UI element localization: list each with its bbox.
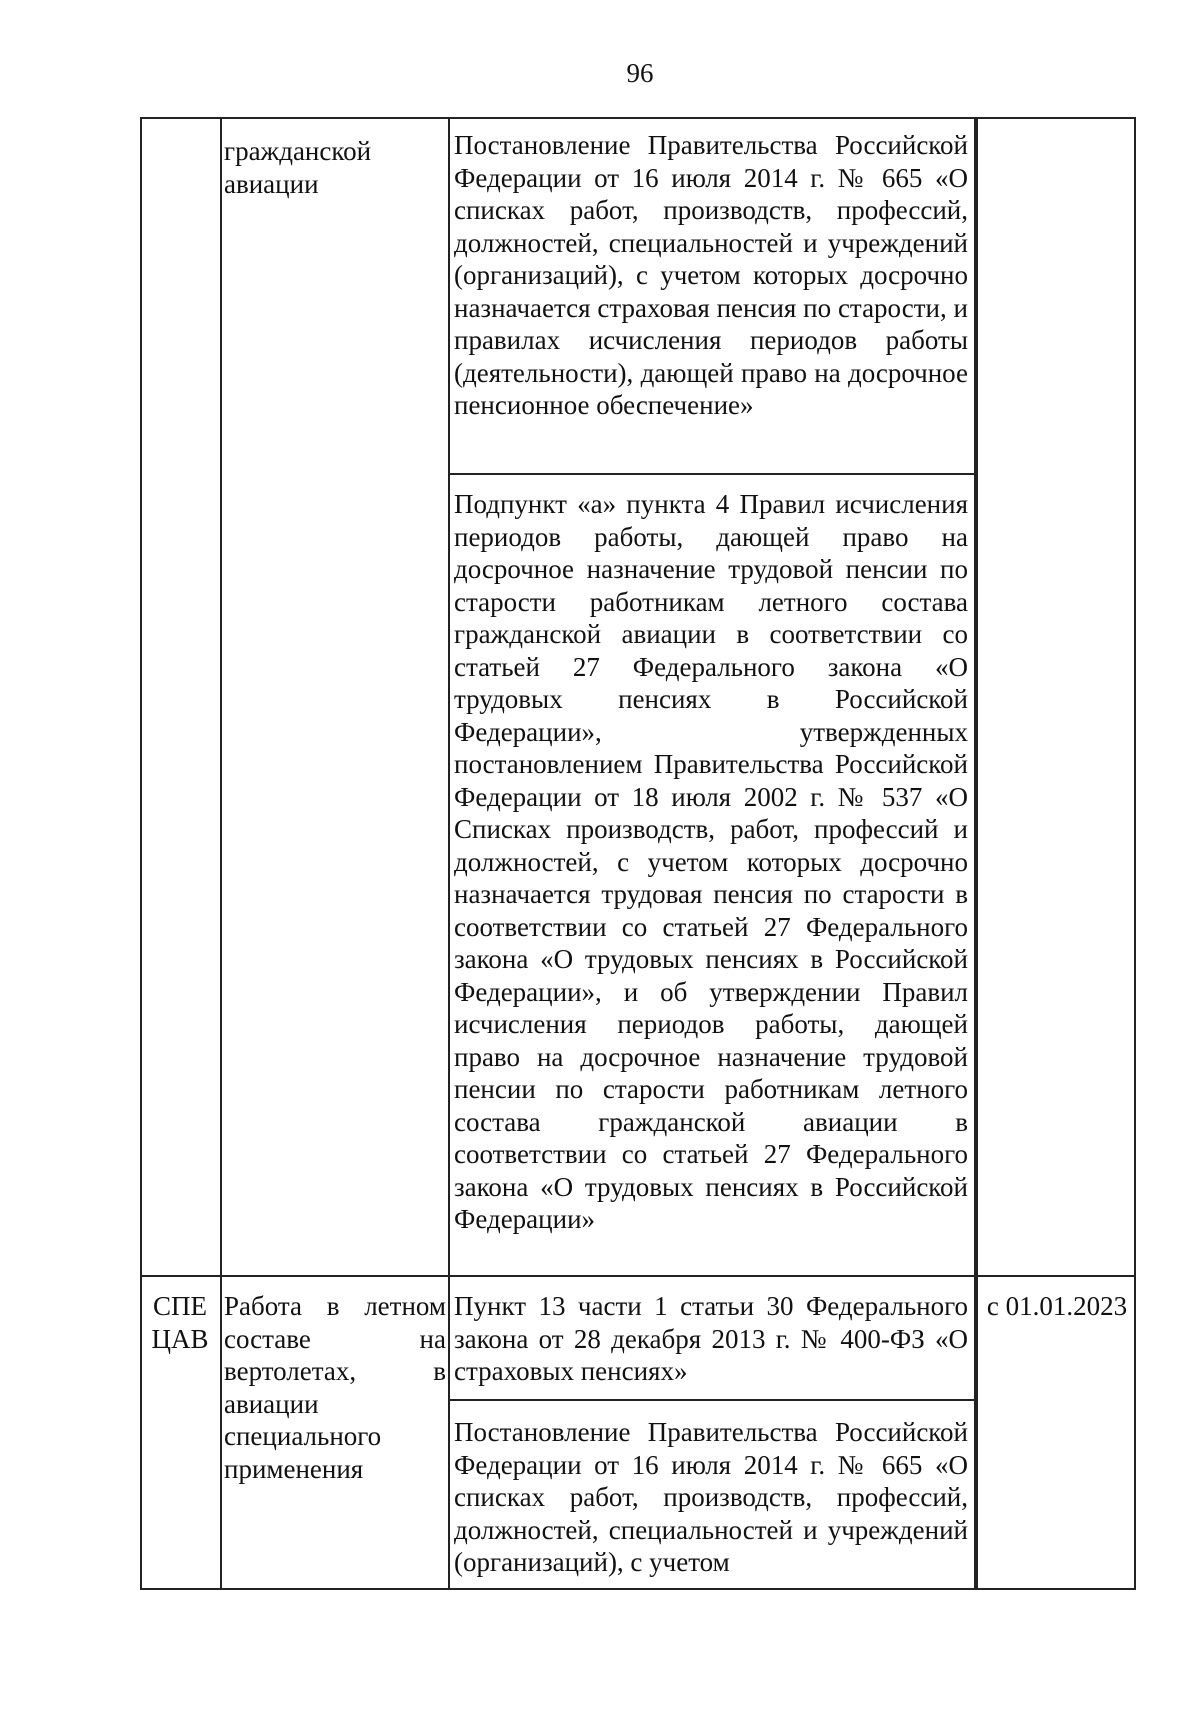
row-1-doc-2-text: Подпункт «а» пункта 4 Правил исчисления периодов работы, дающей право на досрочное назначение трудовой пенсии по старости работникам летного состава гражданской авиации в соответствии со статьей 27 Федерального закона «О трудовых пенсиях в Российской Федерации», утвержденных постановлением Правительства Российской Федерации от 18 июля 2002 г. № 537 «О Списках производств, работ, профессий и должностей, с учетом которых досрочно назначается трудовая пенсия по старости в соответствии со статьей 27 Федерального закона «О трудовых пенсиях в Российской Федерации», и об утверждении Правил исчисления периодов работы, дающей право на досрочное назначение трудовой пенсии по старости работникам летного состава гражданской авиации в соответствии со статьей 27 Федерального закона «О трудовых пенсиях в Российской Федерации» bbox=[454, 489, 968, 1234]
benefit-table bbox=[140, 117, 1136, 1590]
row-2-doc-2 bbox=[450, 1416, 972, 1579]
row-1-doc-1-text: Постановление Правительства Российской Федерации от 16 июля 2014 г. № 665 «О списках работ, производств, профессий, должностей, специальностей и учреждений (организаций), с учетом которых досрочно назначается страховая пенсия по старости, и правилах исчисления периодов работы (деятельности), дающей право на досрочное пенсионное обеспечение» bbox=[454, 130, 968, 420]
row-2-doc-2-text: Постановление Правительства Российской Федерации от 16 июля 2014 г. № 665 «О списках работ, производств, профессий, должностей, специальностей и учреждений (организаций), с учетом bbox=[454, 1417, 968, 1577]
row-2-code-text: СПЕЦАВ bbox=[151, 1291, 209, 1354]
column-divider bbox=[220, 119, 222, 1588]
row-1-doc-2 bbox=[450, 488, 972, 1236]
row-2-doc-1 bbox=[450, 1290, 972, 1388]
row-divider bbox=[142, 1275, 1136, 1277]
doc-divider bbox=[448, 473, 976, 475]
row-2-name bbox=[224, 1290, 446, 1485]
column-divider bbox=[976, 119, 978, 1588]
row-2-date bbox=[978, 1290, 1136, 1323]
row-2-date-text: с 01.01.2023 bbox=[986, 1291, 1128, 1321]
doc-divider bbox=[448, 1399, 976, 1401]
page-number: 96 bbox=[626, 58, 654, 88]
row-1-name bbox=[224, 135, 424, 200]
row-2-name-text: Работа в летном составе на вертолетах, в авиации специального применения bbox=[224, 1291, 446, 1484]
row-2-doc-1-text: Пункт 13 части 1 статьи 30 Федерального закона от 28 декабря 2013 г. № 400-ФЗ «О страховых пенсиях» bbox=[454, 1291, 968, 1386]
row-1-doc-1 bbox=[450, 129, 972, 422]
row-1-name-text: гражданской авиации bbox=[224, 136, 372, 199]
row-2-code bbox=[144, 1290, 216, 1355]
